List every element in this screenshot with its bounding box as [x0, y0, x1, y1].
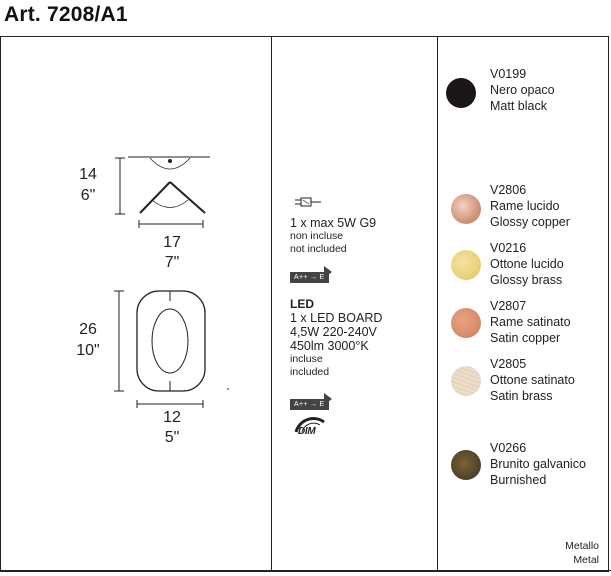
led-line1: 1 x LED BOARD: [290, 311, 383, 325]
front-height-cm: 26: [79, 321, 97, 338]
top-view-drawing: [115, 157, 210, 228]
energy-arrow-icon: [324, 393, 332, 405]
g9-bulb-icon: [289, 194, 323, 212]
finish-code: V2805: [490, 357, 527, 371]
front-height-in: 10": [76, 342, 100, 359]
finish-name-it: Nero opaco: [490, 83, 555, 97]
finish-swatch: [446, 78, 476, 108]
bulb-spec: [290, 216, 376, 256]
finish-code: V2807: [490, 299, 527, 313]
dimensions-panel: [0, 0, 270, 576]
finish-name-en: Satin copper: [490, 331, 561, 345]
energy-class-badge: [290, 266, 332, 279]
finish-name-en: Burnished: [490, 473, 547, 487]
led-line4: incluse: [290, 353, 323, 365]
finish-name-it: Brunito galvanico: [490, 457, 586, 471]
finish-swatch: [451, 194, 481, 224]
article-title: Art. 7208/A1: [4, 3, 128, 26]
dim-label: DIM: [298, 426, 316, 437]
finish-name-en: Matt black: [490, 99, 547, 113]
finish-swatch: [451, 308, 481, 338]
top-width-cm: 17: [163, 234, 181, 251]
finish-name-it: Ottone satinato: [490, 373, 575, 387]
finish-code: V0199: [490, 67, 527, 81]
energy-class-label: A++ → E: [290, 272, 329, 283]
finish-name-it: Rame satinato: [490, 315, 571, 329]
top-height-cm: 14: [79, 166, 97, 183]
dimmable-icon: [290, 414, 330, 438]
finish-name-it: Ottone lucido: [490, 257, 564, 271]
led-title: LED: [290, 297, 314, 311]
finish-name-en: Glossy brass: [490, 273, 563, 287]
front-width-cm: 12: [163, 409, 181, 426]
bulb-line3: not included: [290, 243, 347, 255]
front-view-drawing: [114, 291, 228, 408]
top-height-in: 6": [80, 187, 96, 204]
finish-swatch: [451, 450, 481, 480]
material-en: Metal: [573, 554, 599, 566]
bulb-line2: non incluse: [290, 230, 344, 242]
bulb-line1: 1 x max 5W G9: [290, 216, 377, 230]
finish-name-en: Glossy copper: [490, 215, 570, 229]
material-label: [565, 539, 599, 567]
led-line5: included: [290, 366, 330, 378]
column-divider: [271, 36, 272, 572]
column-divider: [437, 36, 438, 572]
finish-code: V0266: [490, 441, 527, 455]
finish-name-en: Satin brass: [490, 389, 553, 403]
material-it: Metallo: [565, 540, 599, 552]
energy-class-badge-led: [290, 393, 332, 406]
finish-name-it: Rame lucido: [490, 199, 560, 213]
finish-swatch: [451, 366, 481, 396]
energy-arrow-icon: [324, 266, 332, 278]
frame-bottom-line: [0, 570, 611, 571]
top-width-in: 7": [164, 254, 180, 271]
finish-code: V2806: [490, 183, 527, 197]
led-line2: 4,5W 220-240V: [290, 325, 377, 339]
energy-class-label-led: A++ → E: [290, 399, 329, 410]
front-width-in: 5": [164, 429, 180, 446]
finish-swatch: [451, 250, 481, 280]
led-spec: [290, 297, 382, 379]
technical-drawing: [0, 0, 270, 576]
finish-code: V0216: [490, 241, 527, 255]
led-line3: 450lm 3000°K: [290, 339, 369, 353]
